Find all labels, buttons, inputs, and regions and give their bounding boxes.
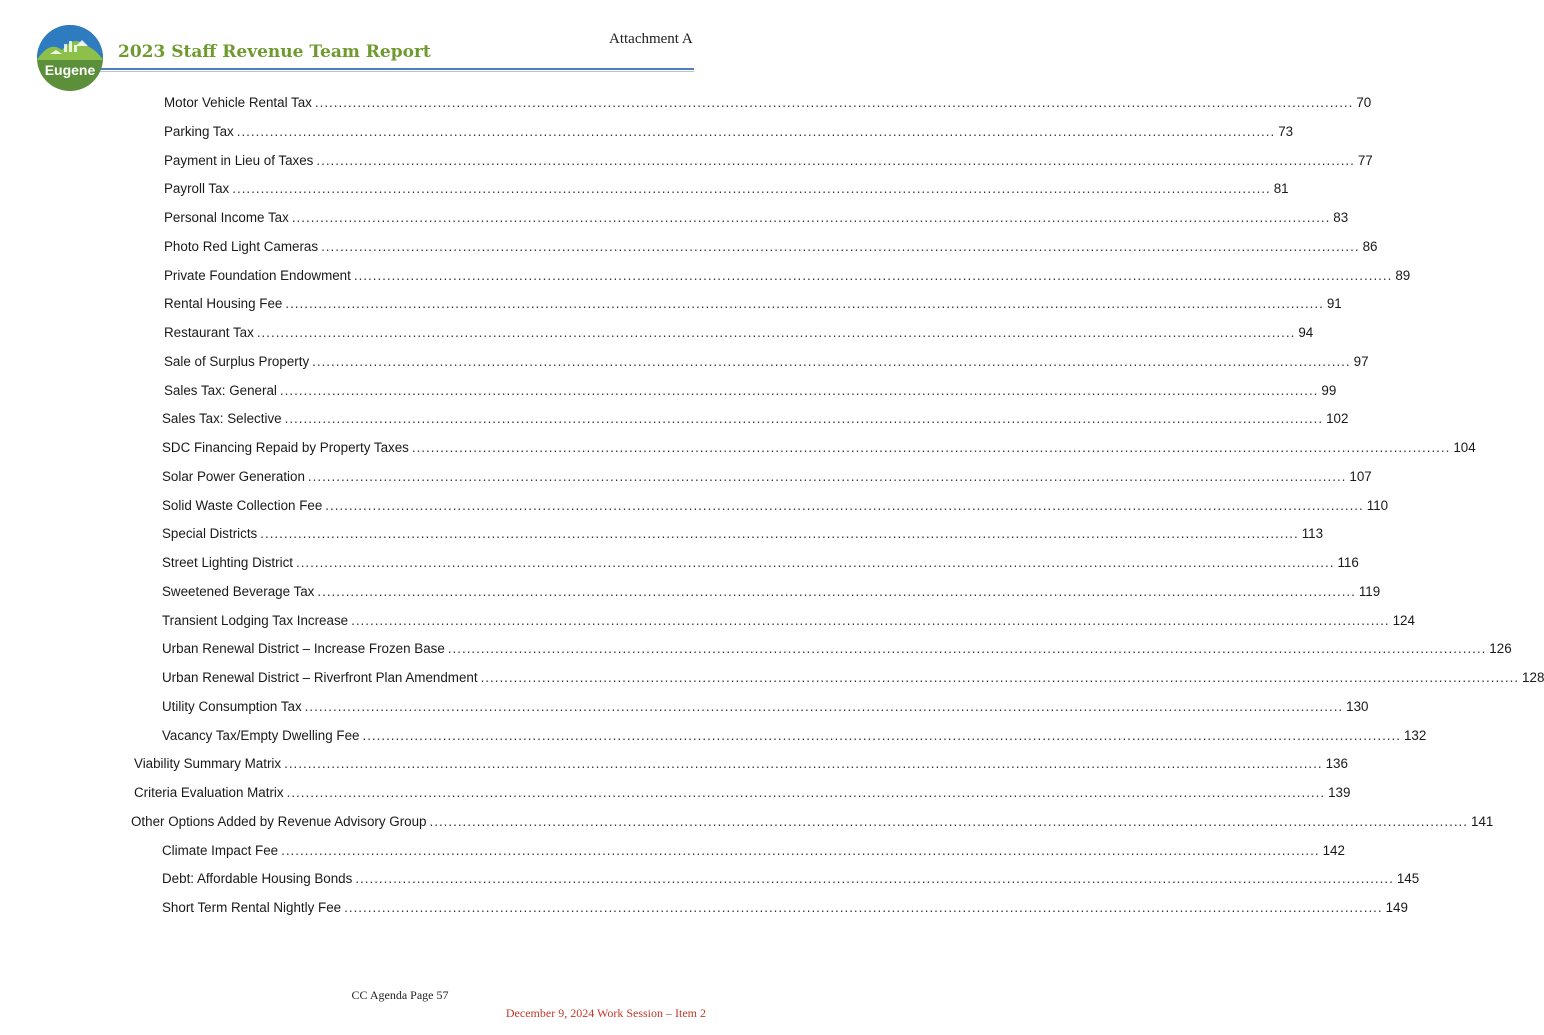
report-title: 2023 Staff Revenue Team Report (118, 42, 431, 62)
header-rule (100, 68, 694, 70)
dot-leader: ............................................................................................................................................................................................................................ (304, 698, 1344, 714)
toc-entry-title: Personal Income Tax (164, 210, 289, 225)
toc-page-number: 113 (1301, 526, 1324, 542)
toc-entry-title: Sale of Surplus Property (164, 353, 310, 369)
toc-entry-title: Motor Vehicle Rental Tax (164, 95, 312, 110)
toc-entry-title: Short Term Rental Nightly Fee (162, 900, 342, 915)
dot-leader: ............................................................................................................................................................................................................................ (351, 612, 1390, 628)
toc-entry[interactable] (164, 207, 1349, 227)
dot-leader: ............................................................................................................................................................................................................................ (256, 325, 1296, 340)
dot-leader: ............................................................................................................................................................................................................................ (307, 468, 1347, 484)
toc-page-number: 136 (1325, 756, 1348, 772)
toc-entry[interactable] (164, 351, 1369, 371)
toc-entry[interactable] (162, 897, 1408, 917)
toc-entry[interactable] (164, 265, 1411, 285)
dot-leader: ............................................................................................................................................................................................................................ (314, 95, 1354, 110)
dot-leader: ............................................................................................................................................................................................................................ (321, 238, 1360, 254)
toc-page-number: 99 (1321, 382, 1337, 398)
toc-entry[interactable] (131, 811, 1494, 831)
toc-page-number: 77 (1357, 152, 1373, 168)
toc-entry[interactable] (164, 380, 1337, 400)
dot-leader: ............................................................................................................................................................................................................................ (286, 785, 1326, 800)
toc-page-number: 142 (1322, 842, 1345, 858)
dot-leader: ............................................................................................................................................................................................................................ (260, 526, 1299, 542)
dot-leader: ............................................................................................................................................................................................................................ (291, 210, 1331, 225)
logo-text: Eugene (44, 62, 96, 78)
toc-page-number: 97 (1353, 353, 1369, 369)
agenda-page-label: CC Agenda Page 57 (351, 988, 449, 1002)
toc-entry-title: Vacancy Tax/Empty Dwelling Fee (162, 727, 360, 743)
dot-leader: ............................................................................................................................................................................................................................ (362, 727, 1401, 743)
work-session-label: December 9, 2024 Work Session – Item 2 (505, 1006, 706, 1020)
dot-leader: ............................................................................................................................................................................................................................ (447, 641, 1487, 657)
toc-page-number: 128 (1522, 670, 1544, 685)
toc-entry[interactable] (164, 236, 1378, 256)
toc-entry[interactable] (164, 92, 1372, 112)
dot-leader: ............................................................................................................................................................................................................................ (285, 296, 1324, 312)
toc-entry-title: Payroll Tax (164, 181, 230, 197)
toc-page-number: 91 (1326, 296, 1342, 312)
toc-entry-title: Viability Summary Matrix (134, 756, 282, 772)
dot-leader: ............................................................................................................................................................................................................................ (411, 440, 1451, 455)
toc-entry-title: Solid Waste Collection Fee (162, 497, 323, 513)
header-rule-shadow (100, 71, 694, 72)
toc-page-number: 104 (1453, 440, 1476, 455)
dot-leader: ............................................................................................................................................................................................................................ (284, 756, 1323, 772)
toc-page-number: 145 (1396, 871, 1420, 887)
toc-entry[interactable] (162, 667, 1544, 687)
dot-leader: ............................................................................................................................................................................................................................ (316, 152, 1355, 168)
toc-entry[interactable] (134, 782, 1351, 802)
toc-page-number: 141 (1471, 813, 1494, 829)
dot-leader: ............................................................................................................................................................................................................................ (355, 871, 1394, 887)
dot-leader: ............................................................................................................................................................................................................................ (295, 555, 1335, 570)
toc-entry-title: Parking Tax (164, 123, 234, 139)
toc-entry[interactable] (162, 696, 1369, 716)
toc-page-number: 94 (1298, 325, 1314, 340)
toc-page-number: 139 (1328, 785, 1351, 800)
dot-leader: ............................................................................................................................................................................................................................ (317, 583, 1356, 599)
toc-page-number: 107 (1349, 468, 1372, 484)
toc-entry-title: Utility Consumption Tax (162, 698, 302, 714)
toc-entry-title: Urban Renewal District – Riverfront Plan Amendment (162, 670, 478, 685)
toc-entry[interactable] (164, 293, 1342, 313)
toc-page-number: 130 (1346, 698, 1369, 714)
toc-page-number: 116 (1337, 555, 1359, 570)
toc-entry[interactable] (162, 840, 1345, 860)
toc-entry-title: Climate Impact Fee (162, 842, 279, 858)
toc-page-number: 102 (1326, 411, 1349, 427)
toc-entry[interactable] (162, 725, 1427, 745)
dot-leader: ............................................................................................................................................................................................................................ (325, 497, 1364, 513)
toc-page-number: 89 (1395, 267, 1411, 283)
toc-entry-title: Sales Tax: Selective (162, 411, 282, 427)
toc-entry-title: Rental Housing Fee (164, 296, 283, 312)
toc-entry-title: Special Districts (162, 526, 258, 542)
toc-entry[interactable] (162, 466, 1372, 486)
toc-page-number: 81 (1273, 181, 1289, 197)
toc-entry-title: Sweetened Beverage Tax (162, 583, 315, 599)
toc-entry[interactable] (162, 523, 1324, 543)
toc-page-number: 110 (1366, 497, 1389, 513)
toc-entry-title: Payment in Lieu of Taxes (164, 152, 314, 168)
toc-page-number: 86 (1362, 238, 1378, 254)
toc-entry-title: Photo Red Light Cameras (164, 238, 319, 254)
toc-entry-title: Street Lighting District (162, 555, 293, 570)
dot-leader: ............................................................................................................................................................................................................................ (279, 382, 1319, 398)
attachment-label: Attachment A (609, 31, 693, 47)
toc-page-number: 70 (1356, 95, 1372, 110)
toc-entry[interactable] (162, 868, 1420, 888)
toc-entry-title: Restaurant Tax (164, 325, 254, 340)
toc-entry-title: Debt: Affordable Housing Bonds (162, 871, 353, 887)
dot-leader: ............................................................................................................................................................................................................................ (236, 123, 1276, 139)
toc-page-number: 149 (1385, 900, 1408, 915)
dot-leader: ............................................................................................................................................................................................................................ (312, 353, 1351, 369)
dot-leader: ............................................................................................................................................................................................................................ (344, 900, 1383, 915)
toc-page-number: 119 (1358, 583, 1381, 599)
toc-page-number: 83 (1333, 210, 1349, 225)
toc-entry-title: Sales Tax: General (164, 382, 277, 398)
toc-entry-title: Criteria Evaluation Matrix (134, 785, 284, 800)
toc-entry[interactable] (164, 322, 1314, 342)
toc-entry-title: Urban Renewal District – Increase Frozen Base (162, 641, 445, 657)
toc-entry[interactable] (162, 495, 1389, 515)
eugene-logo (36, 24, 104, 92)
toc-entry[interactable] (162, 437, 1476, 457)
toc-entry[interactable] (164, 150, 1373, 170)
toc-entry-title: Transient Lodging Tax Increase (162, 612, 349, 628)
toc-entry[interactable] (162, 638, 1512, 658)
dot-leader: ............................................................................................................................................................................................................................ (480, 670, 1520, 685)
toc-entry-title: Private Foundation Endowment (164, 267, 351, 283)
toc-page-number: 132 (1403, 727, 1427, 743)
toc-entry[interactable] (162, 610, 1415, 630)
dot-leader: ............................................................................................................................................................................................................................ (353, 267, 1393, 283)
toc-entry-title: SDC Financing Repaid by Property Taxes (162, 440, 409, 455)
toc-page-number: 73 (1278, 123, 1294, 139)
dot-leader: ............................................................................................................................................................................................................................ (284, 411, 1324, 427)
dot-leader: ............................................................................................................................................................................................................................ (281, 842, 1320, 858)
toc-page-number: 126 (1489, 641, 1512, 657)
toc-entry[interactable] (164, 178, 1289, 198)
dot-leader: ............................................................................................................................................................................................................................ (429, 813, 1468, 829)
toc-entry-title: Other Options Added by Revenue Advisory Group (131, 813, 427, 829)
toc-entry[interactable] (134, 753, 1348, 773)
toc-entry[interactable] (162, 552, 1359, 572)
toc-entry[interactable] (162, 408, 1349, 428)
toc-page-number: 124 (1392, 612, 1415, 628)
toc-entry[interactable] (164, 121, 1294, 141)
toc-entry-title: Solar Power Generation (162, 468, 305, 484)
dot-leader: ............................................................................................................................................................................................................................ (232, 181, 1271, 197)
toc-entry[interactable] (162, 581, 1381, 601)
